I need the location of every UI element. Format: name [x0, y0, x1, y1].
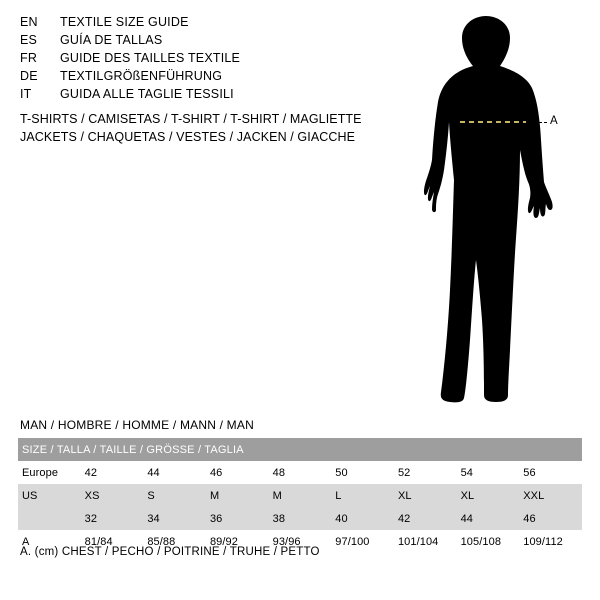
product-category-block — [20, 110, 420, 146]
row-cell: 52 — [394, 461, 457, 484]
row-cell: 38 — [269, 507, 332, 530]
row-label: Europe — [18, 461, 81, 484]
table-header-row — [18, 438, 582, 461]
row-label — [18, 507, 81, 530]
language-code: FR — [20, 51, 38, 65]
language-code: EN — [20, 15, 38, 29]
row-cell: 42 — [81, 461, 144, 484]
footnote-chest-measure: A. (cm) CHEST / PECHO / POITRINE / TRUHE / PETTO — [20, 546, 320, 558]
size-table-area — [18, 418, 582, 553]
silhouette-icon — [400, 10, 600, 410]
row-cell: XXL — [519, 484, 582, 507]
row-cell: XL — [457, 484, 520, 507]
row-cell: 105/108 — [457, 530, 520, 553]
language-row — [20, 51, 400, 69]
row-cell: 44 — [457, 507, 520, 530]
product-line-jackets: JACKETS / CHAQUETAS / VESTES / JACKEN / GIACCHE — [20, 130, 356, 144]
row-cell: XL — [394, 484, 457, 507]
man-silhouette-figure — [400, 10, 600, 410]
table-row — [18, 484, 582, 507]
language-text: TEXTILE SIZE GUIDE — [60, 15, 189, 29]
row-cell: 54 — [457, 461, 520, 484]
row-cell: 44 — [143, 461, 206, 484]
row-cell: 97/100 — [331, 530, 394, 553]
row-cell: L — [331, 484, 394, 507]
row-cell: 50 — [331, 461, 394, 484]
row-cell: 42 — [394, 507, 457, 530]
row-cell: 46 — [519, 507, 582, 530]
row-cell: 32 — [81, 507, 144, 530]
row-label: A — [18, 530, 81, 553]
row-cell: 85/88 — [143, 530, 206, 553]
language-code: DE — [20, 69, 38, 83]
product-line-tshirts: T-SHIRTS / CAMISETAS / T-SHIRT / T-SHIRT / MAGLIETTE — [20, 112, 362, 126]
row-cell: 81/84 — [81, 530, 144, 553]
row-cell: XS — [81, 484, 144, 507]
row-cell: 48 — [269, 461, 332, 484]
row-cell: 40 — [331, 507, 394, 530]
row-cell: M — [206, 484, 269, 507]
table-row — [18, 507, 582, 530]
language-row — [20, 87, 400, 105]
row-cell: 36 — [206, 507, 269, 530]
language-code: ES — [20, 33, 38, 47]
row-cell: 93/96 — [269, 530, 332, 553]
size-table — [18, 438, 582, 553]
row-cell: 46 — [206, 461, 269, 484]
row-cell: 89/92 — [206, 530, 269, 553]
row-cell: 109/112 — [519, 530, 582, 553]
row-cell: M — [269, 484, 332, 507]
table-row — [18, 461, 582, 484]
row-cell: 34 — [143, 507, 206, 530]
language-text: GUÍA DE TALLAS — [60, 33, 163, 47]
language-text: TEXTILGRÖßENFÜHRUNG — [60, 69, 223, 83]
chest-marker-label: A — [550, 115, 559, 127]
language-code: IT — [20, 87, 32, 101]
row-label: US — [18, 484, 81, 507]
language-row — [20, 33, 400, 51]
row-cell: 56 — [519, 461, 582, 484]
language-row — [20, 15, 400, 33]
language-row — [20, 69, 400, 87]
language-text: GUIDA ALLE TAGLIE TESSILI — [60, 87, 234, 101]
language-header-block — [20, 15, 400, 105]
language-text: GUIDE DES TAILLES TEXTILE — [60, 51, 241, 65]
table-section-title: MAN / HOMBRE / HOMME / MANN / MAN — [20, 418, 254, 432]
chest-marker-dashes — [529, 122, 547, 123]
table-header-label: SIZE / TALLA / TAILLE / GRÖSSE / TAGLIA — [18, 438, 582, 461]
row-cell: S — [143, 484, 206, 507]
row-cell: 101/104 — [394, 530, 457, 553]
